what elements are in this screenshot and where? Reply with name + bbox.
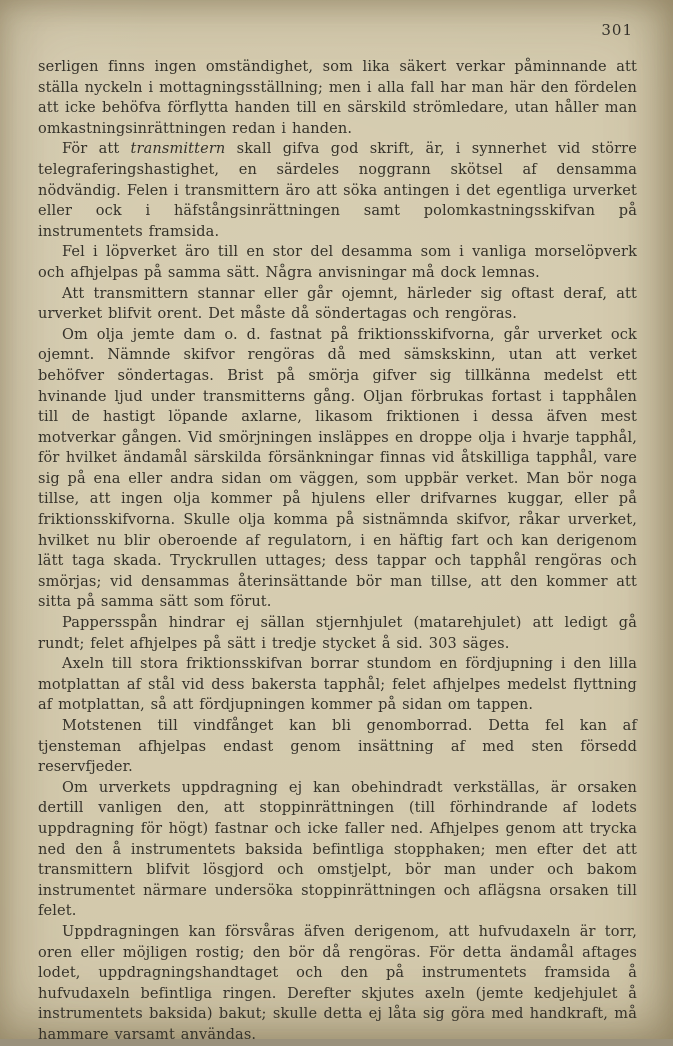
paragraph: Axeln till stora friktionsskifvan borrar stundom en fördjupning i den lilla motplattan af stål vid dess bakersta tapphål; felet afhjelpes medelst flyttning af motplattan, så att fördjupningen kommer på sidan om tappen. bbox=[38, 656, 637, 714]
paragraph: Fel i löpverket äro till en stor del desamma som i vanliga morselöpverk och afhjelpas på samma sätt. Några anvisningar må dock lemnas. bbox=[38, 244, 637, 281]
page-number: 301 bbox=[601, 21, 633, 39]
italic-term: transmittern bbox=[130, 141, 226, 158]
paragraph-text: För att bbox=[62, 141, 131, 158]
paragraph: Motstenen till vindfånget kan bli genomborrad. Detta fel kan af tjensteman afhjelpas endast genom insättning af med sten försedd reservfjeder. bbox=[38, 718, 637, 776]
paragraph-text: skall gifva god skrift, är, i synnerhet vid större telegraferingshastighet, en särdeles noggrann skötsel af densamma nödvändig. Felen i transmittern äro att söka antingen i det egentliga urverket eller ock i häfstångsinrättningen samt polomkastningsskifvan på instrumentets framsida. bbox=[38, 141, 637, 240]
text-block bbox=[38, 57, 637, 1046]
paragraph: serligen finns ingen omständighet, som lika säkert verkar påminnande att ställa nyckeln i mottagningsställning; men i alla fall har man här den fördelen att icke behöfva förflytta handen till en särskild strömledare, utan håller man omkastningsinrättningen redan i handen. bbox=[38, 59, 637, 137]
paragraph: Pappersspån hindrar ej sällan stjernhjulet (matarehjulet) att ledigt gå rundt; felet afhjelpes på sätt i tredje stycket å sid. 303 säges. bbox=[38, 615, 637, 652]
paragraph: Om olja jemte dam o. d. fastnat på friktionsskifvorna, går urverket ock ojemnt. Nämnde skifvor rengöras då med sämskskinn, utan att verket behöfver söndertagas. Brist på smörja gifver sig tillkänna medelst ett hvinande ljud under transmitterns gång. Oljan förbrukas fortast i tapphålen till de hastigt löpande axlarne, likasom friktionen i dessa äfven mest motverkar gången. Vid smörjningen insläppes en droppe olja i hvarje tapphål, för hvilket ändamål särskilda försänkningar finnas vid åtskilliga tapphål, vare sig på ena eller andra sidan om väggen, som uppbär verket. Man bör noga tillse, att ingen olja kommer på hjulens eller drifvarnes kuggar, eller på friktionsskifvorna. Skulle olja komma på sistnämnda skifvor, råkar urverket, hvilket nu blir oberoende af regulatorn, i en häftig fart och kan derigenom lätt taga skada. Tryckrullen uttages; dess tappar och tapphål rengöras och smörjas; vid densammas återinsättande bör man tillse, att den kommer att sitta på samma sätt som förut. bbox=[38, 326, 637, 611]
paragraph: Att transmittern stannar eller går ojemnt, härleder sig oftast deraf, att urverket blifvit orent. Det måste då söndertagas och rengöras. bbox=[38, 285, 637, 323]
paragraph: Om urverkets uppdragning ej kan obehindradt verkställas, är orsaken dertill vanligen den, att stoppinrättningen (till förhindrande af lodets uppdragning för högt) fastnar och icke faller ned. Afhjelpes genom att trycka ned den å instrumentets baksida befintliga stopphaken; men efter det att transmittern blifvit lösgjord och omstjelpt, bör man under och bakom instrumentet närmare undersöka stoppinrättningen och aflägsna orsaken till felet. bbox=[38, 779, 637, 920]
paragraph bbox=[38, 139, 637, 242]
paragraph: Uppdragningen kan försvåras äfven derigenom, att hufvudaxeln är torr, oren eller möjligen rostig; den bör då rengöras. För detta ändamål aftages lodet, uppdragningshandtaget och den på instrumentets framsida å hufvudaxeln befintliga ringen. Derefter skjutes axeln (jemte kedjehjulet å instrumentets baksida) bakut; skulle detta ej låta sig göra med handkraft, må hammare varsamt användas. bbox=[38, 923, 637, 1043]
